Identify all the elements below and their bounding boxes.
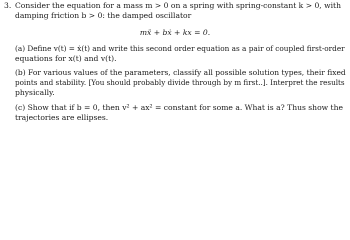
damped-oscillator-equation: mẍ + bẋ + kx = 0. xyxy=(139,28,211,37)
part-b-line-3: physically. xyxy=(15,88,55,97)
part-b-line-1: (b) For various values of the parameters, classify all possible solution types, their fixed xyxy=(15,68,346,77)
intro-line-2: damping friction b > 0: the damped oscillator xyxy=(15,11,192,20)
part-c-line-2: trajectories are ellipses. xyxy=(15,113,109,122)
part-b-line-2: points and stability. [You should probably divide through by m first..]. Interpret the results xyxy=(15,78,345,87)
part-a-line-1: (a) Define v(t) = ẋ(t) and write this second order equation as a pair of coupled first-order xyxy=(15,44,345,53)
part-a-line-2: equations for x(t) and v(t). xyxy=(15,54,117,63)
problem-number: 3. xyxy=(4,1,12,10)
part-c-line-1: (c) Show that if b = 0, then v² + ax² = constant for some a. What is a? Thus show the xyxy=(15,103,343,112)
intro-line-1: Consider the equation for a mass m > 0 on a spring with spring-constant k > 0, with xyxy=(15,1,342,10)
